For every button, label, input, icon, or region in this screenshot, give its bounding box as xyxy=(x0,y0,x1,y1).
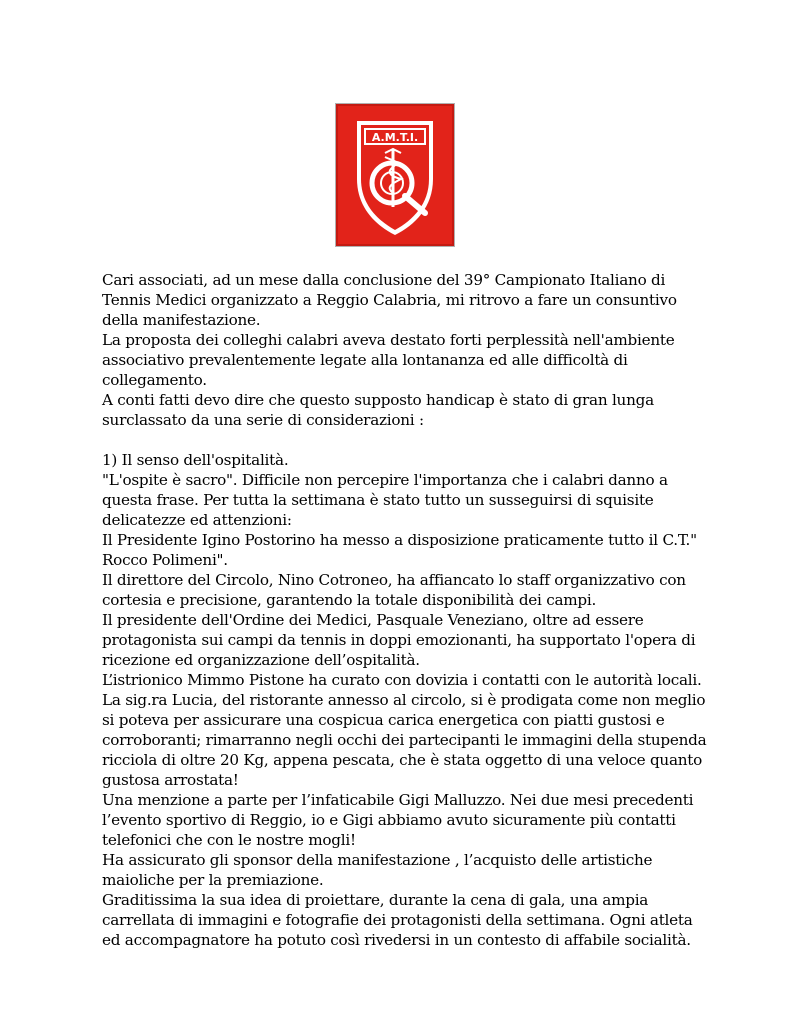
body-text-line: La proposta dei colleghi calabri aveva destato forti perplessità nell'ambiente xyxy=(102,331,675,349)
letter-body xyxy=(102,270,707,950)
body-text-line: protagonista sui campi da tennis in doppi emozionanti, ha supportato l'opera di xyxy=(102,631,696,649)
logo-text: A.M.T.I. xyxy=(371,131,419,144)
amti-logo-image xyxy=(335,103,455,247)
body-text-line: della manifestazione. xyxy=(102,311,261,329)
blank-line xyxy=(102,430,702,450)
body-text-line: Il direttore del Circolo, Nino Cotroneo, ha affiancato lo staff organizzativo con xyxy=(102,571,686,589)
body-text-line: "L'ospite è sacro". Difficile non percepire l'importanza che i calabri danno a xyxy=(102,471,668,489)
body-text-line: l’evento sportivo di Reggio, io e Gigi abbiamo avuto sicuramente più contatti xyxy=(102,811,676,829)
body-text-line: cortesia e precisione, garantendo la totale disponibilità dei campi. xyxy=(102,591,597,609)
body-text-line: Graditissima la sua idea di proiettare, durante la cena di gala, una ampia xyxy=(102,891,649,909)
body-text-line: Cari associati, ad un mese dalla conclusione del 39° Campionato Italiano di xyxy=(102,271,666,289)
body-text-line: Rocco Polimeni". xyxy=(102,551,228,569)
body-text-line: corroboranti; rimarranno negli occhi dei partecipanti le immagini della stupenda xyxy=(102,731,707,749)
body-text-line: Una menzione a parte per l’infaticabile Gigi Malluzzo. Nei due mesi precedenti xyxy=(102,791,694,809)
body-text-line: ricciola di oltre 20 Kg, appena pescata, che è stata oggetto di una veloce quanto xyxy=(102,751,703,769)
body-text-line: A conti fatti devo dire che questo supposto handicap è stato di gran lunga xyxy=(102,391,654,409)
body-text-line: gustosa arrostata! xyxy=(102,771,239,789)
body-text-line: delicatezze ed attenzioni: xyxy=(102,511,292,529)
body-text-line: questa frase. Per tutta la settimana è stato tutto un susseguirsi di squisite xyxy=(102,491,654,509)
body-text-line: si poteva per assicurare una cospicua carica energetica con piatti gustosi e xyxy=(102,711,665,729)
amti-logo xyxy=(335,103,455,247)
body-text-line: carrellata di immagini e fotografie dei protagonisti della settimana. Ogni atleta xyxy=(102,911,693,929)
body-text-line: La sig.ra Lucia, del ristorante annesso al circolo, si è prodigata come non meglio xyxy=(102,691,706,709)
body-text-line: L’istrionico Mimmo Pistone ha curato con dovizia i contatti con le autorità locali. xyxy=(102,671,702,689)
body-text-line: ricezione ed organizzazione dell’ospitalità. xyxy=(102,651,420,669)
body-text-line: ed accompagnatore ha potuto così rivedersi in un contesto di affabile socialità. xyxy=(102,931,691,949)
body-text-line: telefonici che con le nostre mogli! xyxy=(102,831,356,849)
body-text-line: Il Presidente Igino Postorino ha messo a disposizione praticamente tutto il C.T." xyxy=(102,531,697,549)
body-text-line: 1) Il senso dell'ospitalità. xyxy=(102,451,289,469)
body-text-line: Ha assicurato gli sponsor della manifestazione , l’acquisto delle artistiche xyxy=(102,851,653,869)
body-text-line: maioliche per la premiazione. xyxy=(102,871,324,889)
body-text-line: surclassato da una serie di considerazioni : xyxy=(102,411,424,429)
body-text-line: Tennis Medici organizzato a Reggio Calabria, mi ritrovo a fare un consuntivo xyxy=(102,291,677,309)
body-text-line: Il presidente dell'Ordine dei Medici, Pasquale Veneziano, oltre ad essere xyxy=(102,611,644,629)
body-text-line: associativo prevalentemente legate alla lontananza ed alle difficoltà di xyxy=(102,351,628,369)
body-text-line: collegamento. xyxy=(102,371,207,389)
